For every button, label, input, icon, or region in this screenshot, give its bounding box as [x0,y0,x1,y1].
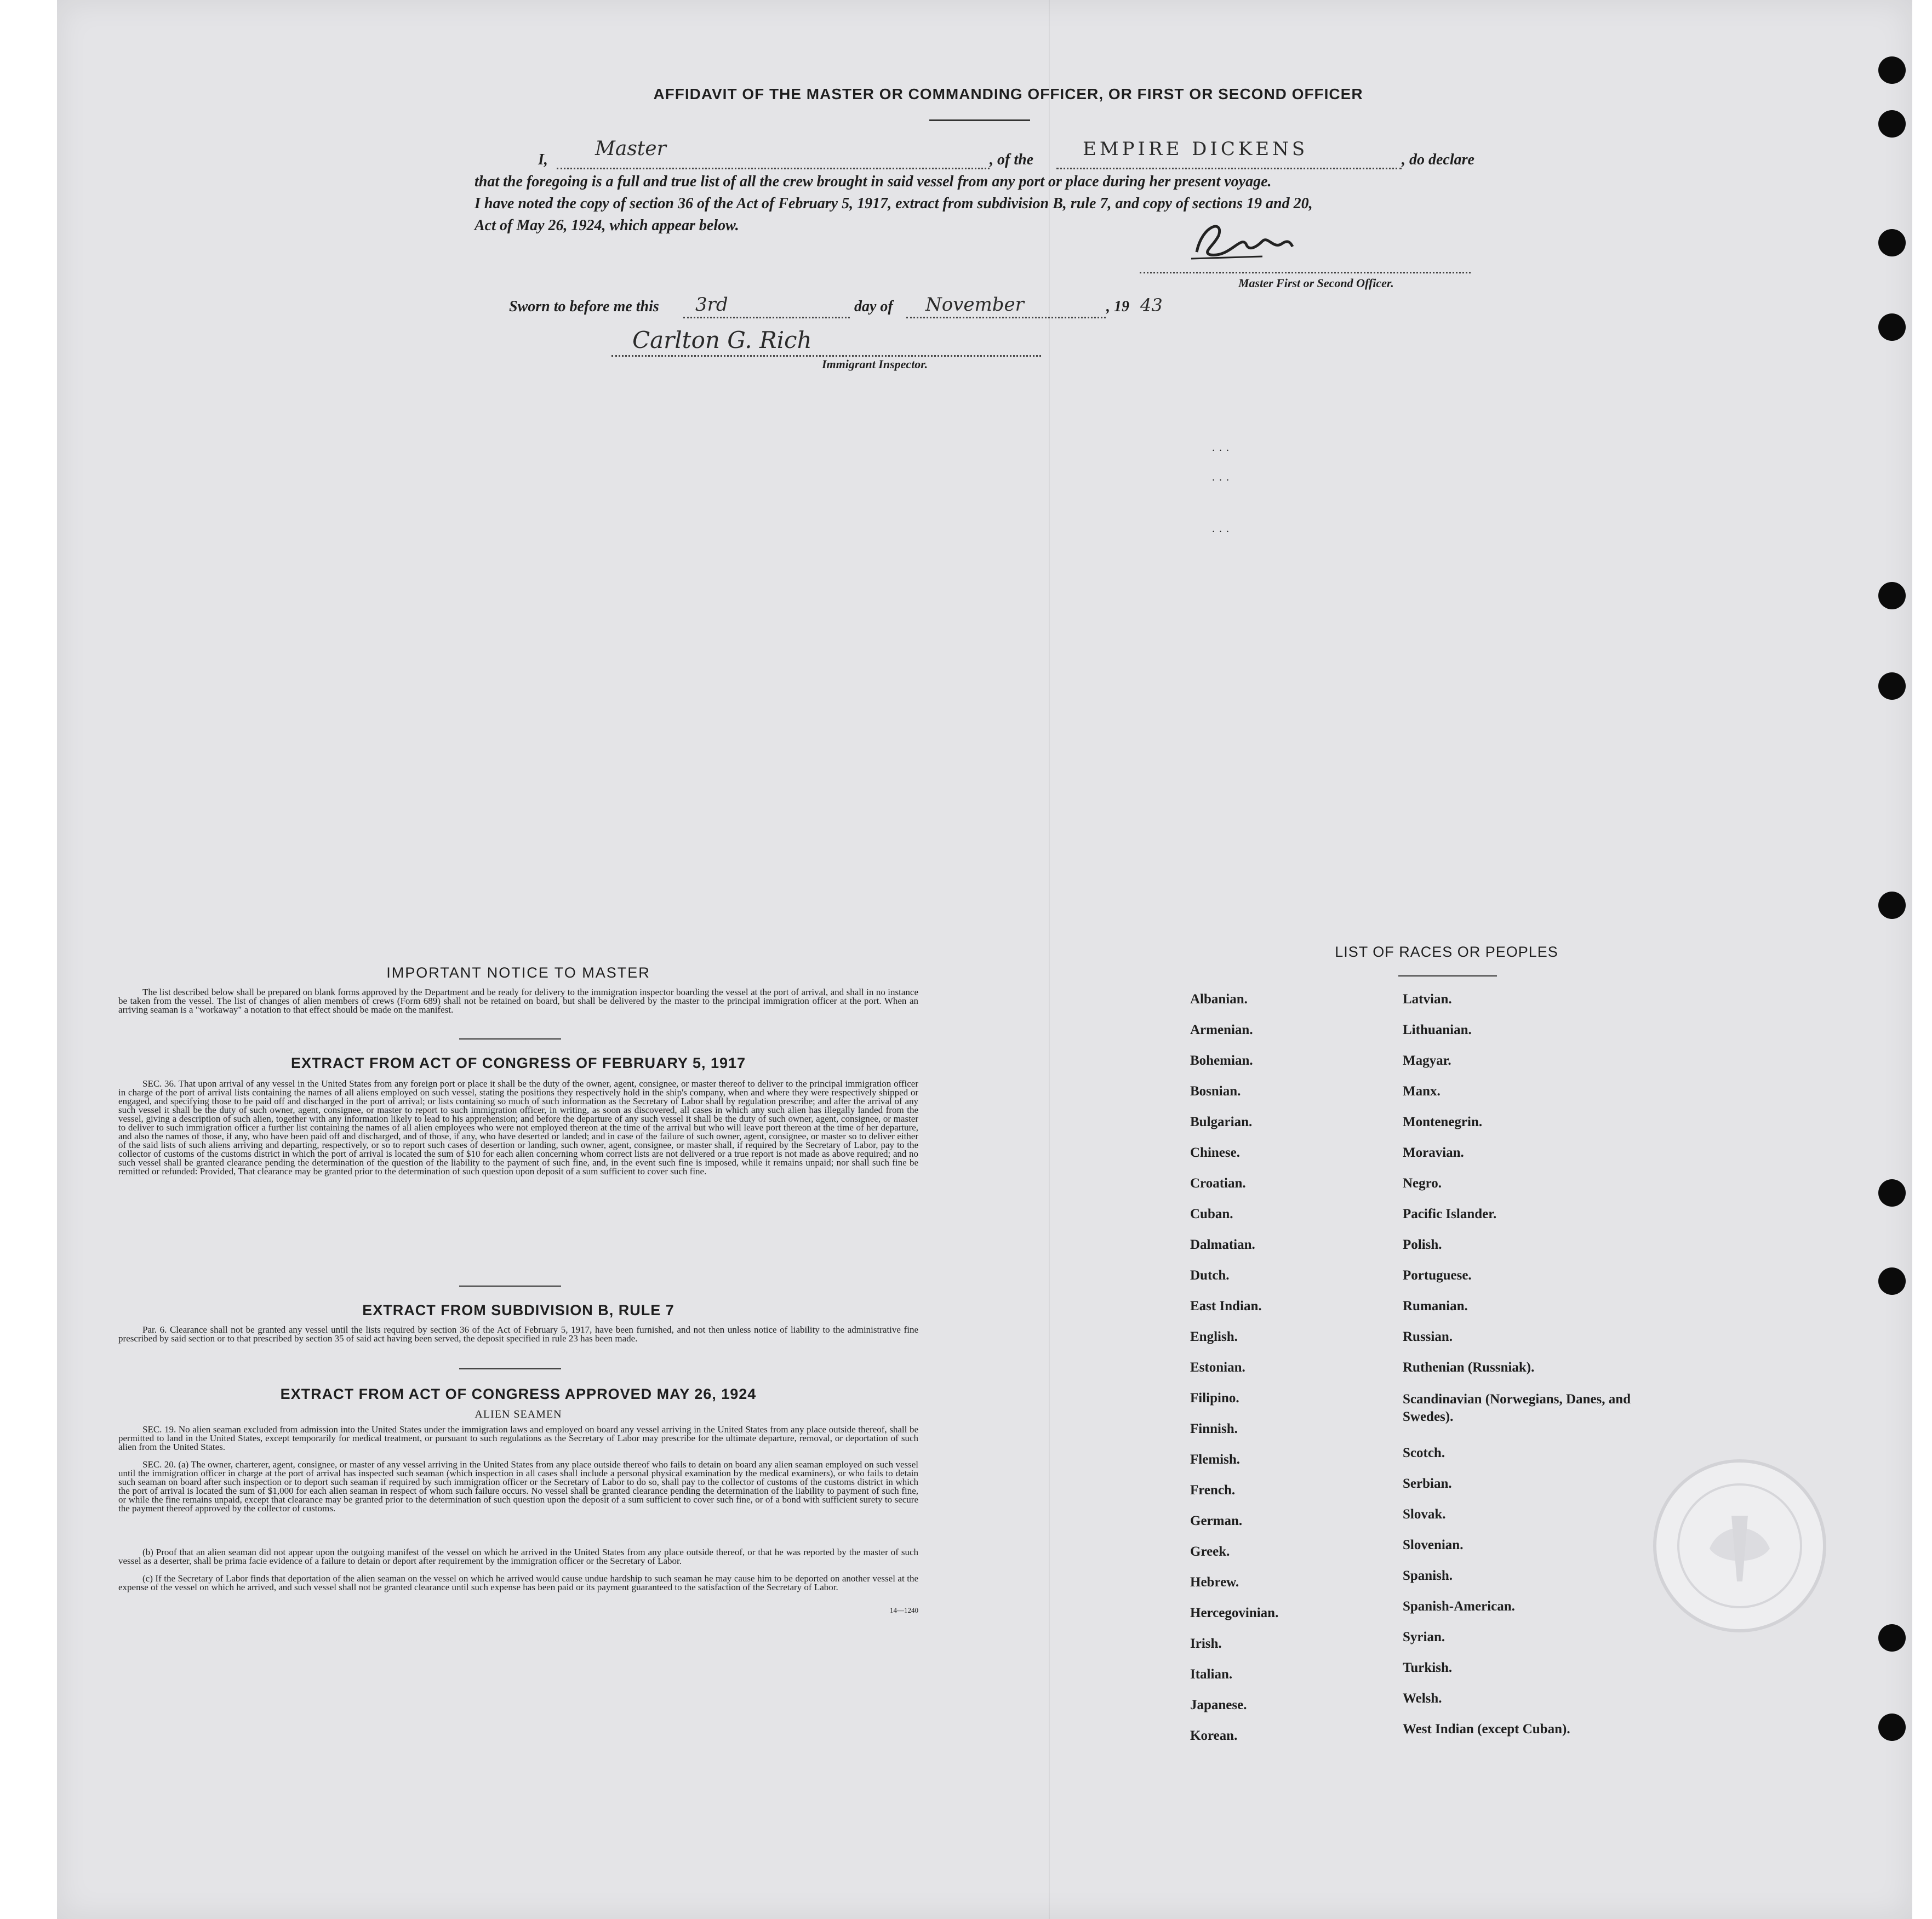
title-underline [929,119,1030,121]
sec-20c-text: (c) If the Secretary of Labor finds that deportation of the alien seaman on the vessel on which he arrived would cause undue hardship to such seaman he may cause him to be deported on another vessel at the expense of the vessel on which he arrived, and such vessel shall not be granted clearance until such expense has been paid or its payment guaranteed to the satisfaction of the Secretary of Labor. [118,1574,918,1592]
sworn-day: 3rd [695,294,728,316]
extract-1917-text: SEC. 36. That upon arrival of any vessel in the United States from any foreign port or place it shall be the duty of the owner, agent, consignee, or master thereof to deliver to the principal immigration officer in charge of the port of arrival lists containing the names of all aliens employed on such vessel, stating the positions they respectively hold in the ship's company, when and where they were respectively shipped or engaged, and specifying those to be paid off and discharged in the port of arrival; or lists containing so much of such information as the Secretary of Labor shall by regulation prescribe; and after the arrival of any such vessel it shall be the duty of such owner, agent, consignee, or master to report to such immigration officer, in writing, as soon as discovered, all cases in which any such alien has illegally landed from the vessel, giving a description of such alien, together with any information likely to lead to his apprehension; and before the departure of any such vessel it shall be the duty of such owner, agent, consignee, or master to deliver to such immigration officer a further list containing the names of all alien employees who were not employed thereon at the time of the arrival but who will leave port thereon at the time of her departure, and also the names of those, if any, who have been paid off and discharged, and of those, if any, who have deserted or landed; and in case of the failure of such owner, agent, consignee, or master so to deliver either of the said lists of such aliens arriving and departing, respectively, or so to report such cases of desertion or landing, such owner, agent, consignee, or master shall, if required by the Secretary of Labor, pay to the collector of customs of the customs district in which the port of arrival is located the sum of $10 for each alien concerning whom correct lists are not delivered or a true report is not made as above required; and no such vessel shall be granted clearance pending the determination of the question of the liability to the payment of such fine, and, in the event such fine is imposed, while it remains unpaid; nor shall such fine be remitted or refunded: Provided, That clearance may be granted prior to the determination of such question upon deposit of a sum sufficient to cover such fine. [118,1080,918,1176]
year-prefix: , 19 [1106,298,1129,315]
divider [459,1286,561,1287]
race-item: Latvian. [1403,992,1452,1007]
embossed-seal [1649,1455,1830,1636]
notice-text: The list described below shall be prepared on blank forms approved by the Department and be ready for delivery to the immigration inspector boarding the vessel at the port of arrival, and shall in no instance be taken from the vessel. The list of changes of alien members of crews (Form 689) shall not be retained on board, but shall be delivered by the master to the principal immigration officer at the port. When an arriving seaman is a "workaway" a notation to that effect should be made on the manifest. [118,988,918,1015]
race-item: Greek. [1190,1544,1230,1559]
race-item: German. [1190,1514,1243,1528]
inspector-caption: Immigrant Inspector. [822,357,928,371]
notice-title: IMPORTANT NOTICE TO MASTER [386,964,650,981]
race-item: Syrian. [1403,1630,1445,1644]
race-item: Hebrew. [1190,1575,1239,1590]
master-signature-line [1140,272,1471,273]
document-page [57,0,1912,1919]
race-item: Scotch. [1403,1446,1445,1460]
race-item: Russian. [1403,1329,1453,1344]
race-item: Italian. [1190,1667,1233,1682]
race-item: Filipino. [1190,1391,1239,1406]
race-item: Pacific Islander. [1403,1207,1497,1221]
race-item: Moravian. [1403,1145,1464,1160]
race-item: English. [1190,1329,1238,1344]
binder-hole [1878,313,1906,341]
binder-hole [1878,1714,1906,1741]
race-item: Croatian. [1190,1176,1246,1191]
binder-hole [1878,582,1906,609]
race-item: Spanish. [1403,1568,1453,1583]
month-line [906,317,1106,318]
race-item: Rumanian. [1403,1299,1468,1313]
binder-hole [1878,1179,1906,1207]
races-column-2 [1403,992,1638,1752]
race-item: Dalmatian. [1190,1237,1255,1252]
form-number: 14—1240 [890,1606,918,1614]
race-item: Chinese. [1190,1145,1240,1160]
race-item: Serbian. [1403,1476,1452,1491]
sec-19-text: SEC. 19. No alien seaman excluded from admission into the United States under the immigration laws and employed on board any vessel arriving in the United States from any place outside thereof, shall be permitted to land in the United States, except temporarily for medical treatment, or pursuant to such regulations as the Secretary of Labor may prescribe for the ultimate departure, removal, or deportation of such alien from the United States. [118,1425,918,1452]
sworn-month: November [925,294,1024,316]
race-item: Estonian. [1190,1360,1245,1375]
divider [459,1038,561,1040]
race-item: Irish. [1190,1636,1222,1651]
day-line [683,317,850,318]
race-item: Bohemian. [1190,1053,1253,1068]
extract-1917-title: EXTRACT FROM ACT OF CONGRESS OF FEBRUARY 5, 1917 [290,1055,746,1071]
race-item: Turkish. [1403,1660,1453,1675]
race-item: Welsh. [1403,1691,1442,1706]
margin-mark: ... [1212,471,1233,483]
rank-line [557,168,990,169]
vessel-line [1056,168,1402,169]
race-item: Finnish. [1190,1421,1238,1436]
binder-hole [1878,1624,1906,1652]
sec-20b-text: (b) Proof that an alien seaman did not appear upon the outgoing manifest of the vessel on which he arrived in the United States from any place outside thereof, or that he was reported by the master of such vessel as a deserter, shall be prima facie evidence of a failure to detain or deport after requirement by the immigration officer or the Secretary of Labor. [118,1548,918,1566]
race-item: Ruthenian (Russniak). [1403,1360,1535,1375]
affidavit-line-4: Act of May 26, 1924, which appear below. [475,217,739,234]
binder-hole [1878,56,1906,84]
vessel-name: EMPIRE DICKENS [1083,138,1308,160]
race-item: Manx. [1403,1084,1441,1099]
binder-hole [1878,1267,1906,1295]
race-item: Montenegrin. [1403,1115,1483,1129]
race-item: Spanish-American. [1403,1599,1515,1614]
race-item: Cuban. [1190,1207,1233,1221]
race-item: Lithuanian. [1403,1023,1472,1037]
race-item: Bosnian. [1190,1084,1241,1099]
races-divider [1398,975,1497,976]
day-of-label: day of [854,298,893,315]
rank-handwritten: Master [595,138,666,160]
race-item: Bulgarian. [1190,1115,1253,1129]
extract-rule7-title: EXTRACT FROM SUBDIVISION B, RULE 7 [362,1302,675,1318]
race-item: Korean. [1190,1728,1238,1743]
master-signature-caption: Master First or Second Officer. [1238,276,1394,290]
race-item: Dutch. [1190,1268,1230,1283]
lower-left-column [118,964,918,1615]
race-item: Scandinavian (Norwegians, Danes, and Swedes). [1403,1392,1631,1424]
race-item: French. [1190,1483,1236,1498]
affidavit-line-3: I have noted the copy of section 36 of the Act of February 5, 1917, extract from subdivision B, rule 7, and copy of sections 19 and 20, [475,195,1313,212]
race-item: Flemish. [1190,1452,1240,1467]
do-declare-label: , do declare [1402,151,1474,168]
margin-mark: ... [1212,442,1233,454]
race-item: Portuguese. [1403,1268,1472,1283]
margin-mark: ... [1212,523,1233,535]
extract-1924-title: EXTRACT FROM ACT OF CONGRESS APPROVED MAY 26, 1924 [280,1386,757,1402]
affidavit-body [475,138,1587,237]
sec-20a-text: SEC. 20. (a) The owner, charterer, agent, consignee, or master of any vessel arriving in the United States from any place outside thereof who fails to detain on board any alien seaman employed on such vessel until the immigration officer in charge at the port of arrival has inspected such seaman (which inspection in all cases shall include a personal physical examination by the medical examiners), or who fails to detain such seaman on board after such inspection or to deport such seaman if required by such immigration officer or the Secretary of Labor to do so, shall pay to the collector of customs of the customs district in which the port of arrival is located the sum of $1,000 for each alien seaman in respect of whom such failure occurs. No vessel shall be granted clearance pending the determination of the liability to payment of such fine, or while the fine remains unpaid, except that clearance may be granted prior to the determination of such question upon the deposit of a sum sufficient to cover such fine, or of a bond with sufficient surety to secure the payment thereof approved by the collector of customs. [118,1460,918,1514]
race-item: Hercegovinian. [1190,1606,1279,1620]
race-item: Japanese. [1190,1698,1247,1712]
binder-hole [1878,892,1906,919]
race-item: West Indian (except Cuban). [1403,1722,1570,1737]
master-signature [1180,214,1317,274]
race-item: Magyar. [1403,1053,1451,1068]
race-item: Slovenian. [1403,1538,1464,1552]
sworn-year: 43 [1140,295,1163,316]
race-item: Negro. [1403,1176,1442,1191]
of-the-label: , of the [990,151,1034,168]
sworn-line [509,294,1331,325]
sworn-label: Sworn to before me this [509,298,659,315]
race-item: East Indian. [1190,1299,1262,1313]
inspector-signature: Carlton G. Rich [632,327,812,353]
pronoun-i: I, [538,151,548,168]
binder-hole [1878,110,1906,138]
race-item: Albanian. [1190,992,1248,1007]
divider [459,1368,561,1369]
affidavit-title: AFFIDAVIT OF THE MASTER OR COMMANDING OFFICER, OR FIRST OR SECOND OFFICER [653,85,1363,102]
extract-rule7-text: Par. 6. Clearance shall not be granted any vessel until the lists required by section 36 of the Act of February 5, 1917, have been furnished, and not then unless notice of liability to the administrative fine prescribed by said section or to that prescribed by section 35 of said act having been served, the deposit specified in rule 23 has been made. [118,1326,918,1344]
inspector-signature-line [611,355,1041,357]
race-item: Polish. [1403,1237,1442,1252]
race-item: Armenian. [1190,1023,1253,1037]
page-fold [1049,0,1050,1919]
race-item: Slovak. [1403,1507,1446,1522]
races-column-1 [1190,992,1365,1759]
binder-hole [1878,672,1906,700]
races-title: LIST OF RACES OR PEOPLES [1335,944,1558,960]
affidavit-line-2: that the foregoing is a full and true list of all the crew brought in said vessel from any port or place during her present voyage. [475,173,1272,190]
binder-hole [1878,229,1906,256]
alien-seamen-subtitle: ALIEN SEAMEN [475,1408,562,1420]
